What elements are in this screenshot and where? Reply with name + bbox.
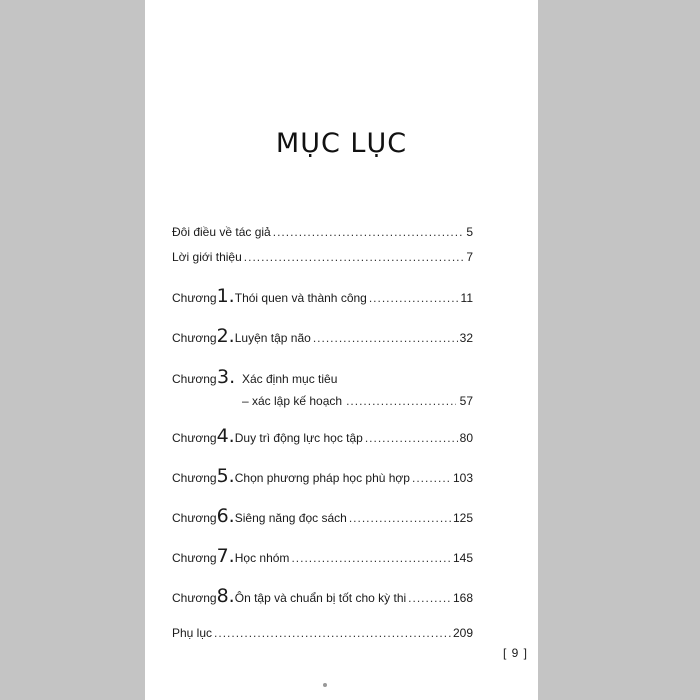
chapter-page: 125 [452, 511, 473, 525]
dot-leader [273, 225, 465, 239]
toc-chapter-4 [172, 425, 473, 447]
chapter-title: Xác định mục tiêu [242, 372, 338, 386]
toc-chapter-7 [172, 545, 473, 567]
dot-leader [313, 331, 458, 345]
toc-chapter-5 [172, 465, 473, 487]
toc-entry-label: Đôi điều về tác giả [172, 225, 271, 239]
dot-leader [346, 394, 456, 408]
toc-entry-page: 7 [466, 250, 473, 264]
toc-chapter-2 [172, 325, 473, 347]
page-title: MỤC LỤC [275, 128, 408, 159]
chapter-word: Chương [172, 291, 217, 305]
book-page [145, 0, 538, 700]
toc-entry-label: Phụ lục [172, 626, 213, 640]
page-number: [ 9 ] [503, 646, 529, 660]
toc-chapter-1 [172, 285, 473, 307]
toc-entry-page: 5 [466, 225, 473, 239]
chapter-title-line2: – xác lập kế hoạch [242, 394, 343, 408]
chapter-page: 103 [452, 471, 473, 485]
chapter-page: 145 [452, 551, 473, 565]
chapter-title: Ôn tập và chuẩn bị tốt cho kỳ thi [234, 591, 407, 605]
toc-entry-appendix [172, 626, 473, 640]
chapter-page: 57 [459, 394, 473, 408]
toc-chapter-3 [172, 366, 473, 408]
chapter-word: Chương [172, 471, 217, 485]
dot-leader [365, 431, 458, 445]
toc-entry-author [172, 225, 473, 239]
chapter-number: 7. [216, 545, 235, 567]
chapter-title: Duy trì động lực học tập [234, 431, 363, 445]
chapter-page: 168 [452, 591, 473, 605]
print-mark [323, 683, 327, 687]
dot-leader [291, 551, 451, 565]
toc-entry-page: 209 [452, 626, 473, 640]
chapter-word: Chương [172, 511, 217, 525]
chapter-word: Chương [172, 372, 217, 386]
chapter-number: 3. [217, 366, 236, 388]
chapter-word: Chương [172, 431, 217, 445]
toc-chapter-6 [172, 505, 473, 527]
dot-leader [244, 250, 465, 264]
dot-leader [369, 291, 459, 305]
chapter-number: 2. [216, 325, 235, 347]
toc-entry-label: Lời giới thiệu [172, 250, 242, 264]
dot-leader [408, 591, 451, 605]
chapter-title: Luyện tập não [234, 331, 311, 345]
chapter-title: Chọn phương pháp học phù hợp [234, 471, 410, 485]
dot-leader [349, 511, 451, 525]
toc-entry-intro [172, 250, 473, 264]
chapter-page: 80 [459, 431, 473, 445]
dot-leader [412, 471, 451, 485]
toc-chapter-8 [172, 585, 473, 607]
chapter-title: Siêng năng đọc sách [234, 511, 347, 525]
chapter-word: Chương [172, 551, 217, 565]
chapter-page: 11 [460, 291, 473, 305]
chapter-number: 8. [216, 585, 235, 607]
chapter-title: Học nhóm [234, 551, 290, 565]
chapter-number: 5. [216, 465, 235, 487]
dot-leader [214, 626, 451, 640]
chapter-word: Chương [172, 591, 217, 605]
chapter-word: Chương [172, 331, 217, 345]
chapter-number: 1. [216, 285, 235, 307]
chapter-number: 6. [216, 505, 235, 527]
chapter-page: 32 [459, 331, 473, 345]
chapter-number: 4. [216, 425, 235, 447]
chapter-title: Thói quen và thành công [234, 291, 367, 305]
